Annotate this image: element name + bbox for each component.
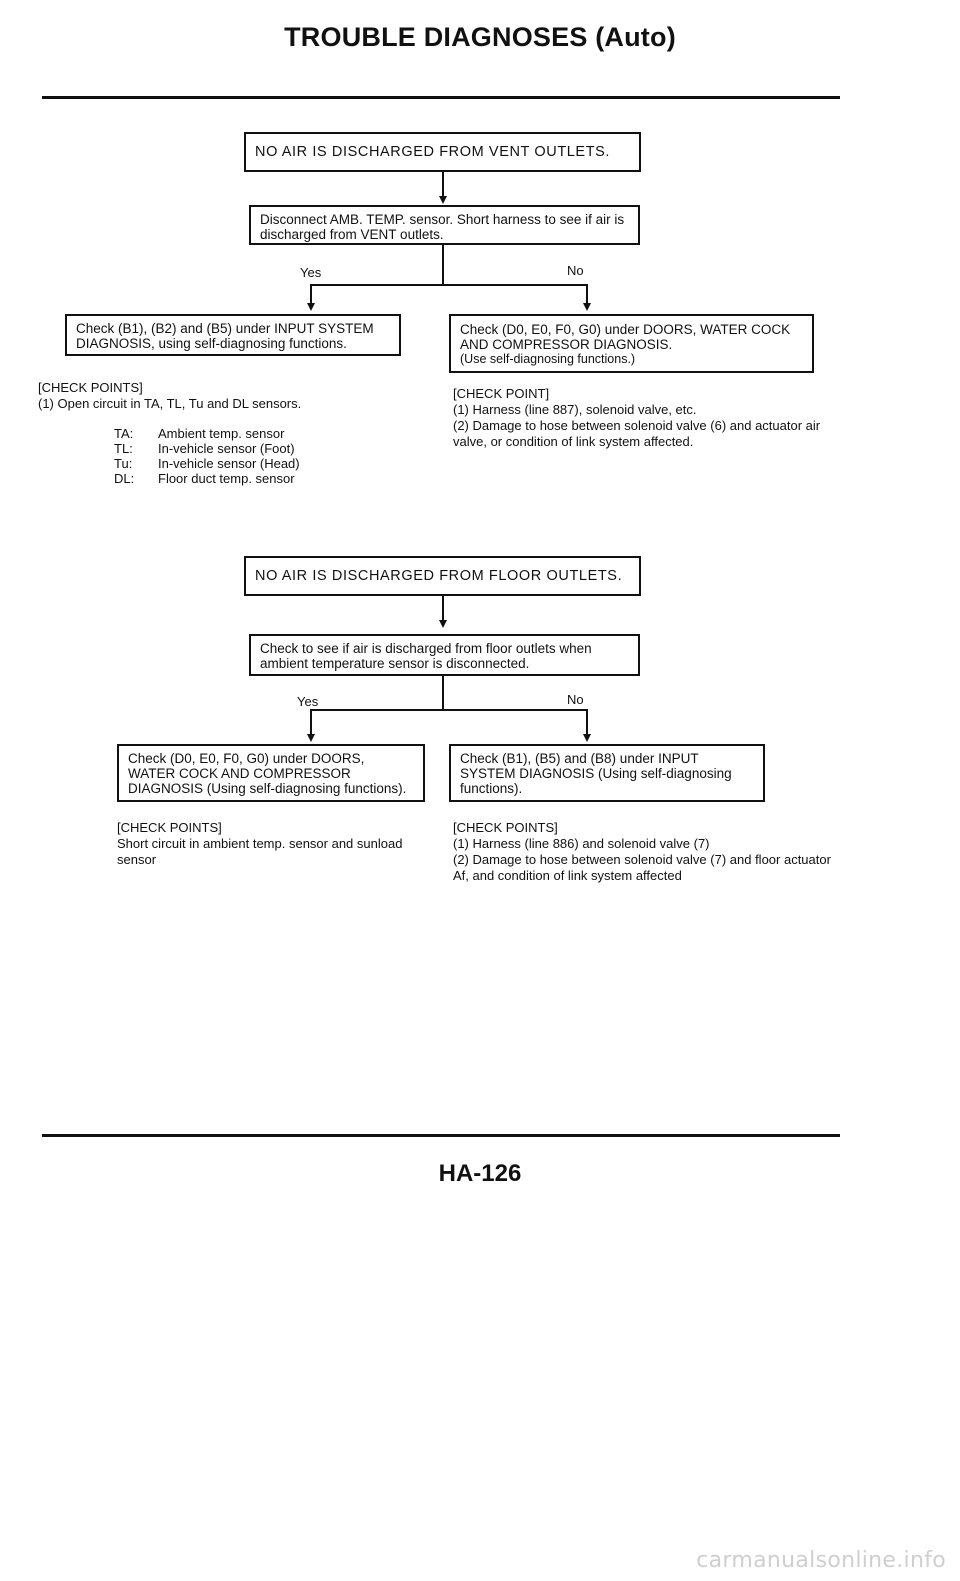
connector-line bbox=[310, 709, 312, 735]
floor-yes-checkpoints bbox=[117, 820, 417, 868]
no-label: No bbox=[567, 263, 584, 278]
connector-line bbox=[442, 245, 444, 285]
site-watermark: carmanualsonline.info bbox=[696, 1548, 946, 1573]
checkpoint-item: (2) Damage to hose between solenoid valve (6) and actuator air valve, or condition of link system affected. bbox=[453, 418, 821, 449]
checkpoint-item: (1) Harness (line 887), solenoid valve, etc. bbox=[453, 402, 697, 417]
abbreviation-value: Ambient temp. sensor bbox=[158, 426, 285, 441]
vent-yes-checkpoints bbox=[38, 380, 398, 412]
abbreviation-value: Floor duct temp. sensor bbox=[158, 471, 295, 486]
checkpoints-heading: [CHECK POINTS] bbox=[453, 820, 558, 835]
abbreviation-row bbox=[114, 441, 374, 456]
connector-line bbox=[442, 172, 444, 197]
vent-no-checkpoints bbox=[453, 386, 823, 450]
arrow-down-icon bbox=[583, 303, 591, 311]
checkpoint-item: (1) Open circuit in TA, TL, Tu and DL sensors. bbox=[38, 396, 302, 411]
abbreviation-row bbox=[114, 471, 374, 486]
page-title: TROUBLE DIAGNOSES (Auto) bbox=[284, 22, 676, 52]
footer-rule bbox=[42, 1134, 840, 1137]
abbreviation-row bbox=[114, 426, 374, 441]
vent-step-box: Disconnect AMB. TEMP. sensor. Short harness to see if air is discharged from VENT outlets. bbox=[249, 205, 640, 245]
checkpoint-text: Short circuit in ambient temp. sensor and sunload sensor bbox=[117, 836, 403, 867]
page-number: HA-126 bbox=[438, 1160, 522, 1187]
checkpoint-item: (1) Harness (line 886) and solenoid valve (7) bbox=[453, 836, 710, 851]
floor-problem-box: NO AIR IS DISCHARGED FROM FLOOR OUTLETS. bbox=[244, 556, 641, 596]
yes-label: Yes bbox=[297, 694, 319, 709]
yes-label: Yes bbox=[300, 265, 322, 280]
checkpoint-item: (2) Damage to hose between solenoid valve (7) and floor actuator Af, and condition of link system affected bbox=[453, 852, 831, 883]
connector-line bbox=[586, 709, 588, 735]
vent-no-box-main: Check (D0, E0, F0, G0) under DOORS, WATER COCK AND COMPRESSOR DIAGNOSIS. bbox=[460, 322, 791, 352]
connector-line bbox=[310, 284, 312, 304]
checkpoints-heading: [CHECK POINTS] bbox=[38, 380, 143, 395]
checkpoints-heading: [CHECK POINT] bbox=[453, 386, 550, 401]
sensor-abbreviations bbox=[114, 426, 374, 486]
checkpoints-heading: [CHECK POINTS] bbox=[117, 820, 222, 835]
header-rule bbox=[42, 96, 840, 99]
abbreviation-key: DL: bbox=[114, 471, 135, 486]
vent-problem-box: NO AIR IS DISCHARGED FROM VENT OUTLETS. bbox=[244, 132, 641, 172]
arrow-down-icon bbox=[307, 303, 315, 311]
vent-no-box-note: (Use self-diagnosing functions.) bbox=[460, 352, 636, 366]
abbreviation-value: In-vehicle sensor (Foot) bbox=[158, 441, 295, 456]
floor-step-box: Check to see if air is discharged from floor outlets when ambient temperature sensor is disconnected. bbox=[249, 634, 640, 676]
floor-no-checkpoints bbox=[453, 820, 833, 884]
branch-line bbox=[310, 284, 588, 286]
connector-line bbox=[442, 596, 444, 621]
arrow-down-icon bbox=[439, 620, 447, 628]
floor-no-box: Check (B1), (B5) and (B8) under INPUT SYSTEM DIAGNOSIS (Using self-diagnosing functions). bbox=[449, 744, 765, 802]
arrow-down-icon bbox=[307, 734, 315, 742]
branch-line bbox=[310, 709, 588, 711]
abbreviation-row bbox=[114, 456, 374, 471]
floor-yes-box: Check (D0, E0, F0, G0) under DOORS, WATER COCK AND COMPRESSOR DIAGNOSIS (Using self-diagnosing functions). bbox=[117, 744, 425, 802]
connector-line bbox=[586, 284, 588, 304]
abbreviation-key: Tu: bbox=[114, 456, 133, 471]
arrow-down-icon bbox=[439, 196, 447, 204]
arrow-down-icon bbox=[583, 734, 591, 742]
abbreviation-key: TL: bbox=[114, 441, 133, 456]
abbreviation-key: TA: bbox=[114, 426, 134, 441]
vent-yes-box: Check (B1), (B2) and (B5) under INPUT SYSTEM DIAGNOSIS, using self-diagnosing functions. bbox=[65, 314, 401, 356]
abbreviation-value: In-vehicle sensor (Head) bbox=[158, 456, 300, 471]
connector-line bbox=[442, 676, 444, 710]
vent-no-box bbox=[449, 314, 814, 373]
no-label: No bbox=[567, 692, 584, 707]
